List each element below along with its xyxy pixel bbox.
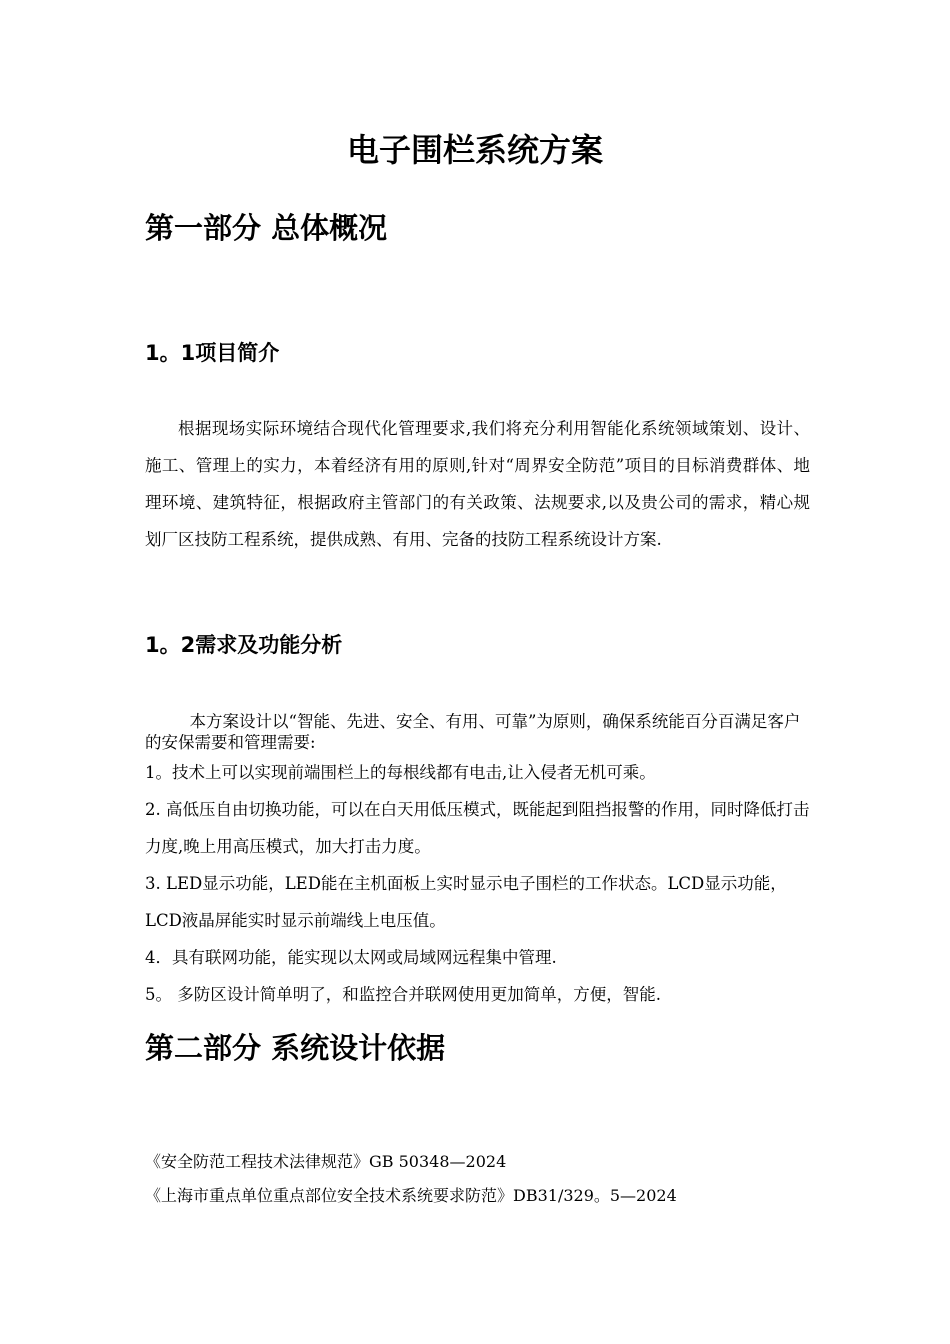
part2-heading: 第二部分 系统设计依据: [145, 1031, 446, 1065]
section-1-1-heading: 1。1项目简介: [145, 341, 280, 365]
list-item: 1。技术上可以实现前端围栏上的每根线都有电击,让入侵者无机可乘。: [145, 763, 656, 782]
project-intro-paragraph: 根据现场实际环境结合现代化管理要求,我们将充分利用智能化系统领域策划、设计、施工、管理上的实力，本着经济有用的原则,针对“周界安全防范”项目的目标消费群体、地理环境、建筑特征，根据政府主管部门的有关政策、法规要求,以及贵公司的需求，精心规划厂区技防工程系统，提供成熟、有用、完备的技防工程系统设计方案.: [145, 419, 810, 549]
document-title: 电子围栏系统方案: [346, 131, 603, 169]
list-item: 3. LED显示功能，LED能在主机面板上实时显示电子围栏的工作状态。LCD显示功能，LCD液晶屏能实时显示前端线上电压值。: [145, 874, 787, 930]
section-1-2-heading: 1。2需求及功能分析: [145, 633, 343, 657]
part1-heading: 第一部分 总体概况: [145, 211, 388, 245]
reference-item: 《安全防范工程技术法律规范》GB 50348—2024: [145, 1152, 507, 1171]
requirements-list: [145, 760, 810, 1013]
list-item: 2. 高低压自由切换功能，可以在白天用低压模式，既能起到阻挡报警的作用，同时降低打击力度,晚上用高压模式，加大打击力度。: [145, 800, 810, 856]
list-item: 5。 多防区设计简单明了，和监控合并联网使用更加简单，方便，智能.: [145, 985, 661, 1004]
reference-item: 《上海市重点单位重点部位安全技术系统要求防范》DB31/329。5—2024: [145, 1186, 677, 1205]
list-item: 4．具有联网功能，能实现以太网或局域网远程集中管理.: [145, 948, 557, 967]
requirements-intro-paragraph: 本方案设计以“智能、先进、安全、有用、可靠”为原则，确保系统能百分百满足客户的安保需要和管理需要:: [145, 712, 801, 752]
